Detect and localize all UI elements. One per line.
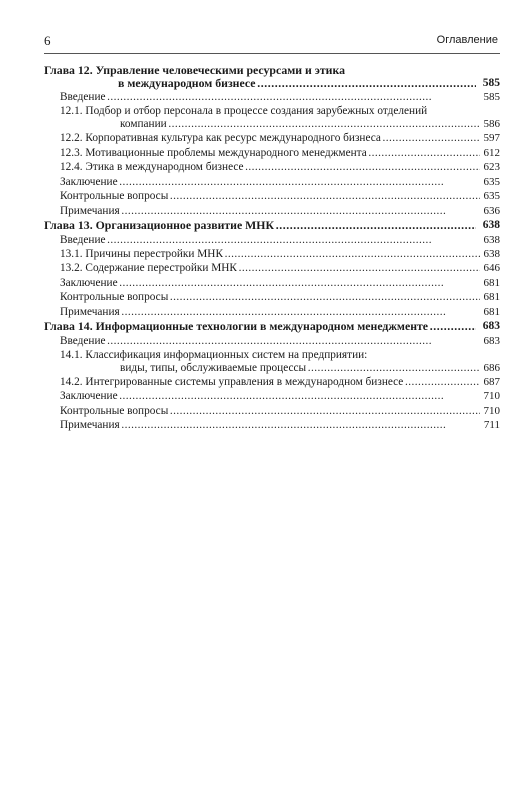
toc-entry [44, 247, 500, 261]
toc-entry-page: 635 [483, 175, 500, 188]
header-divider [44, 53, 500, 54]
toc-entry-page: 585 [483, 91, 500, 103]
toc-entry-title: Контрольные вопросы . . . [60, 189, 480, 203]
toc-chapter-entry [44, 218, 500, 232]
toc-entry-page: 711 [483, 419, 500, 432]
toc-entry-page: 686 [483, 362, 500, 374]
page-number: 6 [44, 33, 51, 48]
toc-entry-title: Контрольные вопросы . . . [60, 290, 480, 304]
running-title: Оглавление [436, 34, 498, 46]
toc-entry-title: Заключение . . . [60, 389, 480, 403]
toc-entry-page: 586 [483, 118, 500, 131]
toc-entry-title: 12.4. Этика в международном бизнесе . . . [60, 160, 480, 174]
toc-entry-page: 635 [483, 190, 500, 203]
toc-entry [44, 189, 500, 203]
toc-entry-page: 638 [483, 247, 500, 260]
toc-entry [44, 104, 500, 131]
toc-entry-title: в международном бизнесе . . . [118, 76, 476, 90]
toc-entry-page: 646 [483, 262, 500, 275]
toc-entry-title: Примечания . . . [60, 204, 480, 218]
toc-entry-title: 12.2. Корпоративная культура как ресурс международного бизнеса . . . [60, 131, 480, 145]
toc-entry-page: 681 [483, 305, 500, 318]
toc-entry [44, 160, 500, 174]
toc-entry [44, 204, 500, 218]
toc-entry-title: 14.2. Интегрированные системы управления в международном бизнесе . . . [60, 375, 480, 389]
toc-entry-page: 638 [483, 233, 500, 246]
toc-entry-title: Введение . . . [60, 334, 480, 348]
toc-entry-page: 638 [482, 219, 500, 232]
toc-entry-page: 683 [483, 334, 500, 347]
toc-entry-page: 681 [483, 291, 500, 304]
toc-entry [44, 146, 500, 160]
toc-entry-title: 13.1. Причины перестройки МНК . . . [60, 247, 480, 261]
toc-entry-title-line1: Глава 12. Управление человеческими ресурсами и этика [44, 63, 345, 77]
toc-entry-title: 13.2. Содержание перестройки МНК . . . [60, 261, 480, 275]
toc-entry-page: 681 [483, 276, 500, 289]
toc-entry-title: Введение . . . [60, 90, 480, 104]
toc-entry-page: 687 [483, 376, 500, 388]
toc-entry-title: Примечания . . . [60, 418, 480, 432]
toc-entry [44, 348, 500, 375]
toc-entry-page: 585 [482, 77, 500, 89]
page-header [44, 33, 498, 49]
toc-entry [44, 175, 500, 189]
toc-entry-title: компании . . . [120, 117, 480, 131]
toc-entry [44, 389, 500, 403]
table-of-contents [44, 63, 500, 433]
toc-entry-title: 12.3. Мотивационные проблемы международного менеджмента . . . [60, 146, 480, 160]
toc-entry [44, 131, 500, 145]
toc-entry [44, 418, 500, 432]
toc-entry-title-line1: 12.1. Подбор и отбор персонала в процессе создания зарубежных отделений [60, 105, 428, 118]
toc-entry [44, 276, 500, 290]
toc-entry-page: 636 [483, 204, 500, 217]
toc-entry-page: 623 [483, 161, 500, 174]
toc-entry [44, 90, 500, 104]
toc-entry-page: 597 [483, 132, 500, 145]
toc-entry-title-line1: 14.1. Классификация информационных систем на предприятии: [60, 349, 368, 361]
toc-entry-title: Заключение . . . [60, 276, 480, 290]
toc-chapter-entry [44, 319, 500, 333]
toc-chapter-entry [44, 63, 500, 90]
toc-entry [44, 290, 500, 304]
toc-entry [44, 375, 500, 389]
toc-entry-title: Заключение . . . [60, 175, 480, 189]
toc-entry-title: Глава 14. Информационные технологии в международном менеджменте . . . [44, 319, 476, 333]
toc-entry-title: Примечания . . . [60, 305, 480, 319]
toc-entry-title: Глава 13. Организационное развитие МНК . . . [44, 218, 476, 232]
toc-entry [44, 334, 500, 348]
toc-entry [44, 404, 500, 418]
toc-entry-page: 612 [483, 146, 500, 159]
toc-entry-page: 710 [483, 390, 500, 403]
toc-entry-title: Контрольные вопросы . . . [60, 404, 480, 418]
toc-entry-page: 710 [483, 404, 500, 417]
toc-entry-title: виды, типы, обслуживаемые процессы . . . [120, 361, 480, 375]
toc-entry-page: 683 [482, 320, 500, 333]
toc-entry [44, 305, 500, 319]
toc-entry-title: Введение . . . [60, 233, 480, 247]
toc-entry [44, 261, 500, 275]
toc-entry [44, 233, 500, 247]
